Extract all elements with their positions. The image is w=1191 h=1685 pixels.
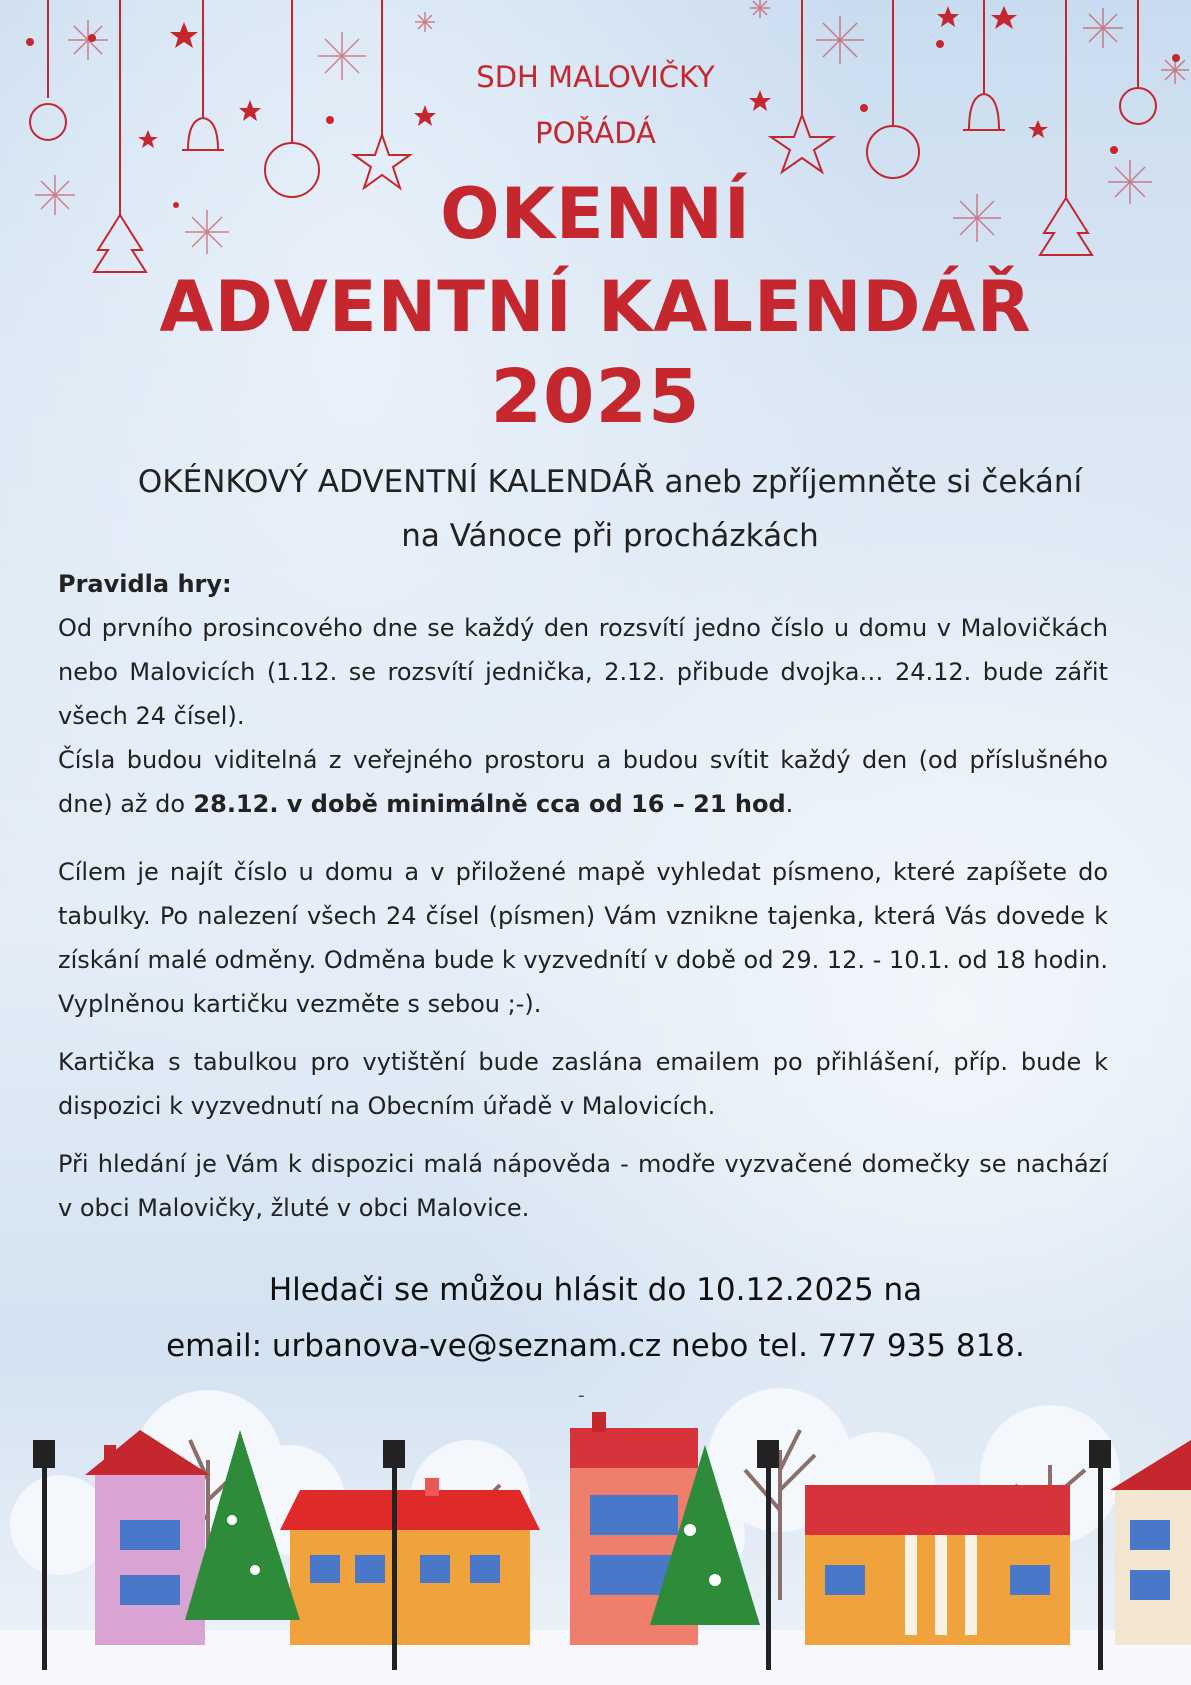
rules-deadline-bold: 28.12. v době minimálně cca od 16 – 21 hod [185, 790, 786, 818]
rules-paragraph-5: Při hledání je Vám k dispozici malá nápověda - modře vyzvačené domečky se nachází v obci Malovičky, žluté v obci Malovice. [58, 1150, 1108, 1222]
rules-paragraph-1: Od prvního prosincového dne se každý den rozsvítí jedno číslo u domu v Malovičkách nebo Malovicích (1.12. se rozsvítí jednička, 2.12. přibude dvojka… 24.12. bude zářit všech 24 čísel). [58, 614, 1108, 730]
intro-line-2: na Vánoce při procházkách [401, 518, 819, 554]
intro-text [90, 455, 1130, 563]
title-line-2: ADVENTNÍ KALENDÁŘ [159, 266, 1032, 348]
contact-line-1: Hledači se můžou hlásit do 10.12.2025 na [268, 1272, 923, 1308]
village-illustration [0, 1370, 1191, 1685]
intro-line-1: OKÉNKOVÝ ADVENTNÍ KALENDÁŘ aneb zpříjemněte si čekání [137, 464, 1083, 500]
rules-section [58, 562, 1108, 1230]
rules-paragraph-2-text: Čísla budou viditelná z veřejného prostoru a budou svítit každý den (od příslušného dne) až do [58, 746, 1108, 818]
rules-paragraph-3: Cílem je najít číslo u domu a v přiložené mapě vyhledat písmeno, které zapíšete do tabulky. Po nalezení všech 24 čísel (písmen) Vám vznikne tajenka, která Vás dovede k získání malé odměny. Odměna bude k vyzvednítí v době od 29. 12. - 10.1. od 18 hodin. Vyplněnou kartičku vezměte s sebou ;-). [58, 858, 1108, 1018]
contact-line-2: email: urbanova-ve@seznam.cz nebo tel. 777 935 818. [166, 1328, 1025, 1364]
organizer-name: SDH MALOVIČKY [476, 60, 715, 94]
title-year: 2025 [490, 354, 701, 440]
presents-label: POŘÁDÁ [535, 116, 656, 150]
separator-dash: - [578, 1385, 585, 1406]
rules-heading: Pravidla hry: [58, 570, 232, 598]
rules-paragraph-4: Kartička s tabulkou pro vytištění bude zaslána emailem po přihlášení, příp. bude k dispozici k vyzvednutí na Obecním úřadě v Malovicích. [58, 1048, 1108, 1120]
rules-paragraph-2 [58, 738, 1108, 826]
rules-paragraph-2-end: . [785, 790, 794, 818]
title-line-1: OKENNÍ [440, 173, 751, 255]
